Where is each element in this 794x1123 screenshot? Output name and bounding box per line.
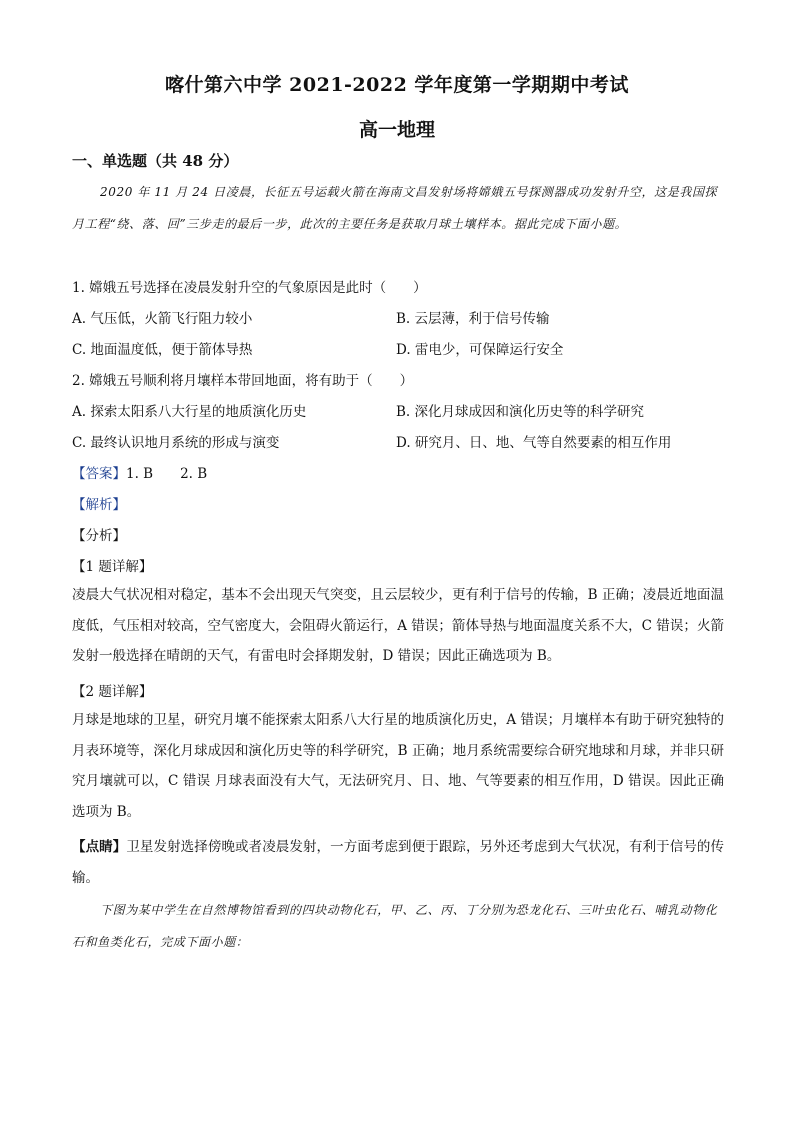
exam-subtitle: 高一地理 <box>358 119 435 141</box>
intro-paragraph-1: 2020 年 11 月 24 日凌晨，长征五号运载火箭在海南文昌发射场将嫦娥五号探测器成功发射升空，这是我国探月工程“绕、落、回”三步走的最后一步，此次的主要任务是获取月球土壤样本。据此完成下面小题。 <box>72 185 718 231</box>
answer-line <box>72 462 207 482</box>
section-heading: 一、单选题（共 48 分） <box>72 152 239 170</box>
detail-2-label: 【2 题详解】 <box>72 684 153 700</box>
dianjing-block <box>72 832 724 893</box>
detail-2-text: 月球是地球的卫星，研究月壤不能探索太阳系八大行星的地质演化历史，A 错误；月壤样本有助于研究独特的月表环境等，深化月球成因和演化历史等的科学研究，B 正确；地月系统需要综合研究地球和月球，并非只研究月壤就可以，C 错误 月球表面没有大气，无法研究月、日、地、气等要素的相互作用，D 错误。因此正确选项为 B。 <box>72 712 724 820</box>
question-2-stem: 2. 嫦娥五号顺利将月壤样本带回地面，将有助于（ ） <box>72 373 414 389</box>
answer-text: 1. B 2. B <box>126 466 208 482</box>
question-2-option-b: B. 深化月球成因和演化历史等的科学研究 <box>396 404 645 420</box>
question-1-option-d: D. 雷电少，可保障运行安全 <box>396 342 564 358</box>
question-1-option-b: B. 云层薄，利于信号传输 <box>396 311 550 327</box>
exam-title: 喀什第六中学 2021-2022 学年度第一学期期中考试 <box>165 74 629 96</box>
question-1-option-a: A. 气压低，火箭飞行阻力较小 <box>72 311 253 327</box>
question-2-option-c: C. 最终认识地月系统的形成与演变 <box>72 435 280 451</box>
dianjing-text: 卫星发射选择傍晚或者凌晨发射，一方面考虑到便于跟踪，另外还考虑到大气状况，有利于信号的传输。 <box>72 839 725 886</box>
intro-paragraph-2: 下图为某中学生在自然博物馆看到的四块动物化石，甲、乙、丙、丁分别为恐龙化石、三叶虫化石、哺乳动物化石和鱼类化石，完成下面小题： <box>72 903 718 949</box>
detail-1-label: 【1 题详解】 <box>72 559 153 575</box>
question-1-stem: 1. 嫦娥五号选择在凌晨发射升空的气象原因是此时（ ） <box>72 280 427 296</box>
dianjing-label: 【点睛】 <box>72 839 127 855</box>
fenxi-label: 【分析】 <box>72 528 126 544</box>
answer-label: 【答案】 <box>72 466 126 482</box>
question-2-option-d: D. 研究月、日、地、气等自然要素的相互作用 <box>396 435 672 451</box>
question-1-option-c: C. 地面温度低，便于箭体导热 <box>72 342 253 358</box>
detail-1-text: 凌晨大气状况相对稳定，基本不会出现天气突变，且云层较少，更有利于信号的传输，B 正确；凌晨近地面温度低，气压相对较高，空气密度大，会阻碍火箭运行，A 错误；箭体导热与地面温度关系不大，C 错误；火箭发射一般选择在晴朗的天气，有雷电时会择期发射，D 错误；因此正确选项为 B。 <box>72 587 724 664</box>
analysis-label: 【解析】 <box>72 497 126 513</box>
question-2-option-a: A. 探索太阳系八大行星的地质演化历史 <box>72 404 307 420</box>
